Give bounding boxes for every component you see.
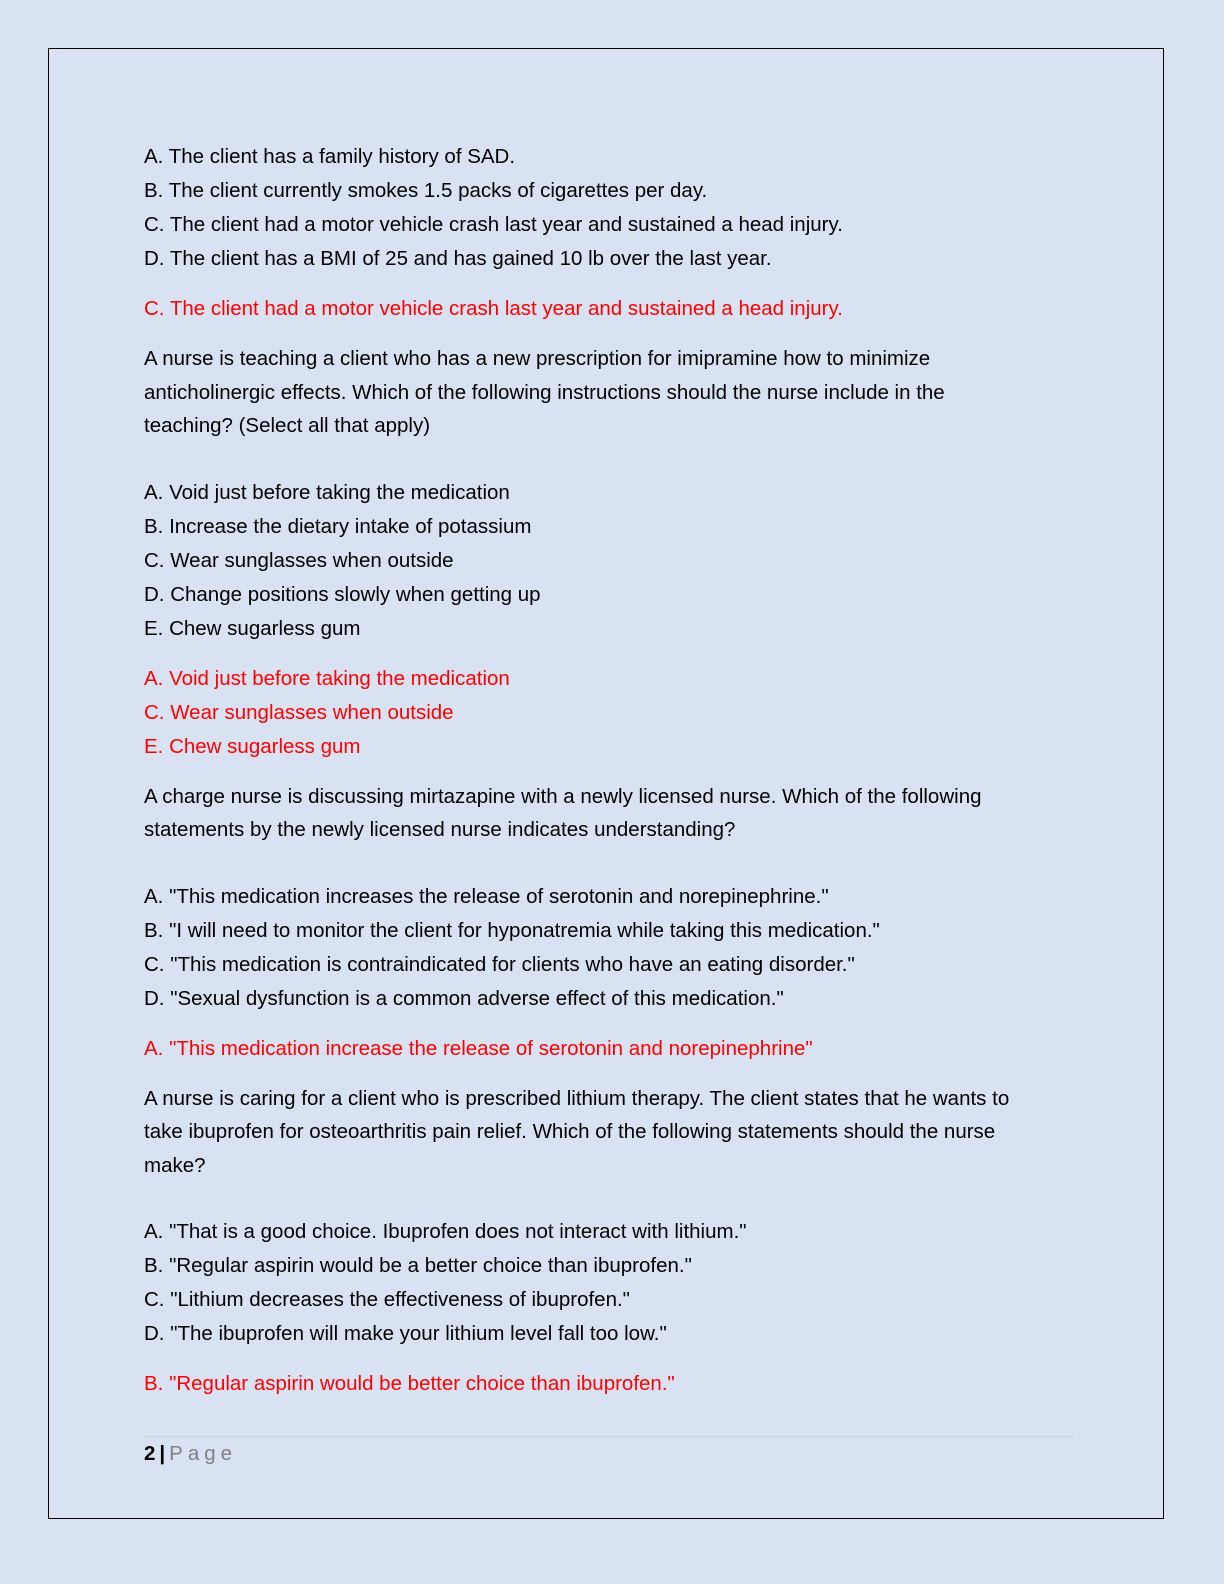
option-d: D. Change positions slowly when getting up — [144, 582, 541, 606]
page-footer — [144, 1440, 237, 1468]
question-3-answer: B. "Regular aspirin would be better choice than ibuprofen." — [144, 1372, 675, 1395]
page-content — [144, 140, 1080, 1401]
prev-question-options — [144, 140, 1080, 276]
option-a: A. "This medication increases the release of serotonin and norepinephrine." — [144, 884, 829, 908]
option-b: B. "Regular aspirin would be a better choice than ibuprofen." — [144, 1254, 692, 1277]
question-1-answers — [144, 662, 1080, 764]
option-b: B. Increase the dietary intake of potassium — [144, 514, 532, 538]
stem-line: A nurse is teaching a client who has a new prescription for imipramine how to minimize — [144, 347, 931, 370]
question-2-options — [144, 880, 1080, 1016]
stem-line: make? — [144, 1153, 206, 1177]
option-d: D. "The ibuprofen will make your lithium level fall too low." — [144, 1322, 667, 1345]
stem-line: A charge nurse is discussing mirtazapine with a newly licensed nurse. Which of the following — [144, 784, 982, 808]
stem-line: anticholinergic effects. Which of the following instructions should the nurse include in the — [144, 380, 945, 404]
option-a: A. "That is a good choice. Ibuprofen does not interact with lithium." — [144, 1220, 747, 1243]
question-2-stem — [144, 780, 1080, 847]
option-c: C. Wear sunglasses when outside — [144, 548, 454, 572]
option-a: A. Void just before taking the medication — [144, 480, 510, 504]
question-2-answer: A. "This medication increase the release of serotonin and norepinephrine" — [144, 1036, 813, 1060]
answer-e: E. Chew sugarless gum — [144, 734, 361, 758]
option-b: B. "I will need to monitor the client for hyponatremia while taking this medication." — [144, 918, 880, 942]
answer-c: C. Wear sunglasses when outside — [144, 700, 454, 724]
option-d: D. "Sexual dysfunction is a common adverse effect of this medication." — [144, 986, 784, 1010]
footer-divider — [144, 1436, 1074, 1437]
stem-line: A nurse is caring for a client who is prescribed lithium therapy. The client states that he wants to — [144, 1086, 1010, 1110]
option-c: C. The client had a motor vehicle crash last year and sustained a head injury. — [144, 213, 843, 236]
option-b: B. The client currently smokes 1.5 packs of cigarettes per day. — [144, 179, 708, 202]
option-c: C. "Lithium decreases the effectiveness of ibuprofen." — [144, 1288, 630, 1311]
footer-separator: | — [159, 1442, 166, 1465]
page-number: 2 — [144, 1442, 156, 1465]
answer-a: A. Void just before taking the medication — [144, 666, 510, 690]
question-1-stem — [144, 342, 1080, 443]
stem-line: teaching? (Select all that apply) — [144, 414, 431, 437]
page-label: Page — [169, 1442, 238, 1465]
prev-question-answer: C. The client had a motor vehicle crash last year and sustained a head injury. — [144, 297, 843, 320]
option-a: A. The client has a family history of SAD. — [144, 145, 516, 168]
stem-line: take ibuprofen for osteoarthritis pain relief. Which of the following statements should the nurse — [144, 1120, 996, 1143]
option-c: C. "This medication is contraindicated for clients who have an eating disorder." — [144, 952, 855, 976]
option-d: D. The client has a BMI of 25 and has gained 10 lb over the last year. — [144, 247, 772, 270]
option-e: E. Chew sugarless gum — [144, 616, 361, 640]
question-3-stem — [144, 1082, 1080, 1183]
question-3-options — [144, 1215, 1080, 1351]
stem-line: statements by the newly licensed nurse indicates understanding? — [144, 818, 736, 841]
question-1-options — [144, 476, 1080, 646]
